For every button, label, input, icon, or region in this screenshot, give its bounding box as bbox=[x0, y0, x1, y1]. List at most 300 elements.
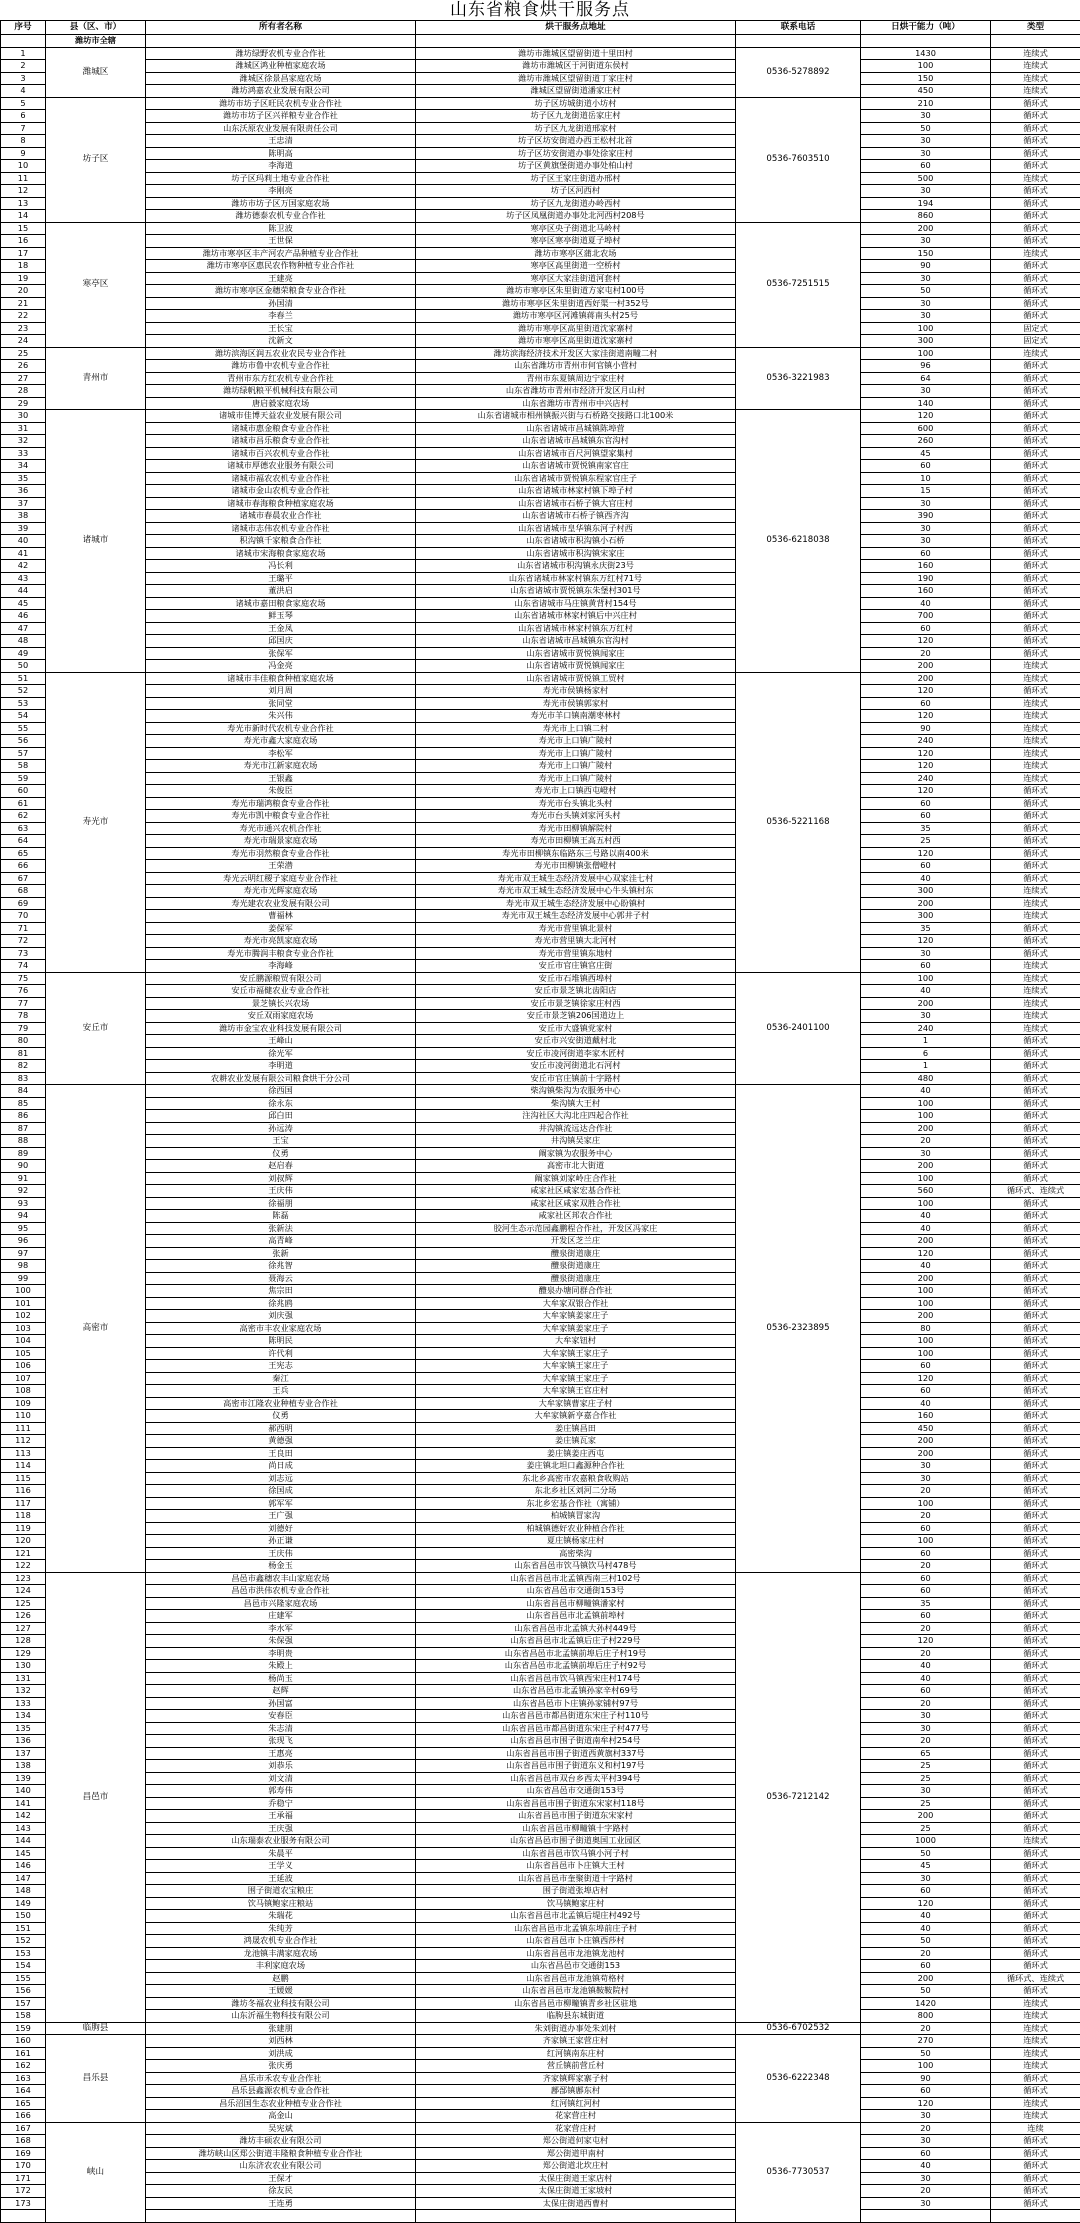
daily-capacity: 270 bbox=[861, 2035, 991, 2048]
dryer-type: 循环式 bbox=[991, 1060, 1080, 1073]
dryer-type: 循环式 bbox=[991, 810, 1080, 823]
service-address: 山东省昌邑市围子街道东宋家村118号 bbox=[416, 1797, 736, 1810]
dryer-type: 连续式 bbox=[991, 85, 1080, 98]
dryer-type: 循环式 bbox=[991, 1510, 1080, 1523]
table-row bbox=[1, 1797, 1080, 1810]
owner-name: 张庆勇 bbox=[146, 2060, 416, 2073]
row-number: 40 bbox=[1, 535, 46, 548]
header-address: 烘干服务点地址 bbox=[416, 21, 736, 35]
owner-name: 刘洪成 bbox=[146, 2047, 416, 2060]
dryer-type: 循环式 bbox=[991, 1760, 1080, 1773]
service-address: 坊子区黄旗堡街道办事处柏山村 bbox=[416, 160, 736, 173]
service-address: 潍城区望留街道潘家庄村 bbox=[416, 85, 736, 98]
dryer-type: 循环式 bbox=[991, 1560, 1080, 1573]
table-row bbox=[1, 2060, 1080, 2073]
table-row bbox=[1, 397, 1080, 410]
dryer-type: 循环式 bbox=[991, 222, 1080, 235]
row-number: 5 bbox=[1, 97, 46, 110]
district-cell: 峡山 bbox=[46, 2122, 146, 2222]
service-address: 姜庄镇瓦家 bbox=[416, 1435, 736, 1448]
dryer-type: 循环式 bbox=[991, 1410, 1080, 1423]
service-address: 寿光市上口镇广陵村 bbox=[416, 772, 736, 785]
owner-name: 诸城市惠金粮食专业合作社 bbox=[146, 422, 416, 435]
table-row bbox=[1, 2160, 1080, 2173]
service-address: 寿光市营里镇东地村 bbox=[416, 947, 736, 960]
dryer-type: 连续式 bbox=[991, 885, 1080, 898]
service-address: 山东省诸城市马庄镇黄背村154号 bbox=[416, 597, 736, 610]
owner-name bbox=[146, 2210, 416, 2223]
owner-name: 昌乐沼国生态农业种植专业合作社 bbox=[146, 2097, 416, 2110]
owner-name: 诸城市嘉田粮食家庭农场 bbox=[146, 597, 416, 610]
daily-capacity: 20 bbox=[861, 1135, 991, 1148]
owner-name: 唐启毅家庭农场 bbox=[146, 397, 416, 410]
service-address: 寒亭区大家洼街道河套村 bbox=[416, 272, 736, 285]
dryer-type: 循环式 bbox=[991, 2197, 1080, 2210]
daily-capacity: 60 bbox=[861, 697, 991, 710]
table-row bbox=[1, 1885, 1080, 1898]
table-row bbox=[1, 122, 1080, 135]
row-number: 37 bbox=[1, 497, 46, 510]
contact-phone: 0536-6222348 bbox=[736, 2035, 861, 2123]
daily-capacity: 20 bbox=[861, 1647, 991, 1660]
daily-capacity: 60 bbox=[861, 460, 991, 473]
dryer-type: 循环式 bbox=[991, 1235, 1080, 1248]
service-address: 太保庄街道西曹村 bbox=[416, 2197, 736, 2210]
dryer-type: 连续式 bbox=[991, 660, 1080, 673]
service-address: 高密柴沟 bbox=[416, 1547, 736, 1560]
daily-capacity: 480 bbox=[861, 1072, 991, 1085]
daily-capacity: 100 bbox=[861, 1097, 991, 1110]
dryer-type: 循环式 bbox=[991, 1347, 1080, 1360]
daily-capacity: 140 bbox=[861, 397, 991, 410]
table-row bbox=[1, 85, 1080, 98]
dryer-type: 循环式 bbox=[991, 1535, 1080, 1548]
owner-name: 王连勇 bbox=[146, 2197, 416, 2210]
service-address: 潍坊市潍城区于河街道东侯村 bbox=[416, 60, 736, 73]
dryer-type: 循环式 bbox=[991, 2160, 1080, 2173]
service-address: 山东省昌邑市交通街153 bbox=[416, 1960, 736, 1973]
owner-name: 刘德好 bbox=[146, 1522, 416, 1535]
dryer-type: 循环式 bbox=[991, 1172, 1080, 1185]
row-number: 7 bbox=[1, 122, 46, 135]
row-number: 51 bbox=[1, 672, 46, 685]
dryer-type: 循环式 bbox=[991, 1072, 1080, 1085]
service-address: 红河镇红河村 bbox=[416, 2097, 736, 2110]
dryer-type: 循环式 bbox=[991, 1985, 1080, 1998]
owner-name: 刘庆强 bbox=[146, 1310, 416, 1323]
dryer-type: 连续式 bbox=[991, 47, 1080, 60]
daily-capacity: 40 bbox=[861, 1260, 991, 1273]
table-row bbox=[1, 322, 1080, 335]
row-number: 58 bbox=[1, 760, 46, 773]
owner-name: 仪勇 bbox=[146, 1410, 416, 1423]
daily-capacity: 120 bbox=[861, 2097, 991, 2110]
row-number: 3 bbox=[1, 72, 46, 85]
owner-name: 王惠亮 bbox=[146, 1747, 416, 1760]
dryer-type: 循环式 bbox=[991, 1672, 1080, 1685]
row-number: 124 bbox=[1, 1585, 46, 1598]
dryer-type: 循环式 bbox=[991, 472, 1080, 485]
daily-capacity: 1430 bbox=[861, 47, 991, 60]
daily-capacity: 40 bbox=[861, 872, 991, 885]
table-row bbox=[1, 597, 1080, 610]
dryer-type: 循环式 bbox=[991, 1272, 1080, 1285]
daily-capacity: 100 bbox=[861, 1535, 991, 1548]
dryer-type: 循环式 bbox=[991, 1260, 1080, 1273]
daily-capacity: 60 bbox=[861, 1685, 991, 1698]
row-number: 167 bbox=[1, 2122, 46, 2135]
owner-name: 潍坊丰硕农业有限公司 bbox=[146, 2135, 416, 2148]
service-address: 营丘镇前营丘村 bbox=[416, 2060, 736, 2073]
dryer-type: 循环式 bbox=[991, 1047, 1080, 1060]
dryer-type: 连续式 bbox=[991, 72, 1080, 85]
dryer-type: 循环式 bbox=[991, 122, 1080, 135]
service-address: 大牟家镇新亨嘉合作社 bbox=[416, 1410, 736, 1423]
dryer-type: 循环式 bbox=[991, 922, 1080, 935]
owner-name: 刘恭乐 bbox=[146, 1760, 416, 1773]
dryer-type: 循环式 bbox=[991, 560, 1080, 573]
table-row bbox=[1, 647, 1080, 660]
table-row bbox=[1, 922, 1080, 935]
dryer-type: 循环式 bbox=[991, 2085, 1080, 2098]
service-address: 安丘市官庄镇前十字路村 bbox=[416, 1072, 736, 1085]
service-address: 山东省昌邑市龙池镇龙池村 bbox=[416, 1947, 736, 1960]
owner-name: 昌邑市兴隆家庭农场 bbox=[146, 1597, 416, 1610]
service-address: 坊子区河西村 bbox=[416, 185, 736, 198]
service-address: 山东省潍坊市青州市经济开发区月山村 bbox=[416, 385, 736, 398]
daily-capacity: 160 bbox=[861, 585, 991, 598]
table-row bbox=[1, 2135, 1080, 2148]
table-row bbox=[1, 1460, 1080, 1473]
owner-name: 徐永东 bbox=[146, 1097, 416, 1110]
row-number: 64 bbox=[1, 835, 46, 848]
dryer-type: 循环式 bbox=[991, 360, 1080, 373]
daily-capacity: 20 bbox=[861, 2022, 991, 2035]
service-address: 郑公街道甲南村 bbox=[416, 2147, 736, 2160]
service-address: 寿光市双王城生态经济发展中心牛头镇村东 bbox=[416, 885, 736, 898]
dryer-type: 循环式 bbox=[991, 210, 1080, 223]
service-address: 山东省昌邑市围子街道西黄旗村337号 bbox=[416, 1747, 736, 1760]
dryer-type bbox=[991, 2210, 1080, 2223]
owner-name: 丰利家庭农场 bbox=[146, 1960, 416, 1973]
row-number: 128 bbox=[1, 1635, 46, 1648]
daily-capacity: 60 bbox=[861, 622, 991, 635]
owner-name: 张保军 bbox=[146, 647, 416, 660]
row-number: 57 bbox=[1, 747, 46, 760]
daily-capacity: 50 bbox=[861, 1985, 991, 1998]
row-number: 134 bbox=[1, 1710, 46, 1723]
daily-capacity: 50 bbox=[861, 1935, 991, 1948]
dryer-type: 循环式 bbox=[991, 597, 1080, 610]
row-number: 79 bbox=[1, 1022, 46, 1035]
table-row bbox=[1, 1747, 1080, 1760]
service-address: 山东省昌邑市北孟镇后庄子村229号 bbox=[416, 1635, 736, 1648]
table-row bbox=[1, 1585, 1080, 1598]
city-label: 潍坊市全辖 bbox=[46, 35, 146, 48]
daily-capacity: 100 bbox=[861, 1110, 991, 1123]
dryer-type: 循环式 bbox=[991, 935, 1080, 948]
daily-capacity: 200 bbox=[861, 1160, 991, 1173]
table-row bbox=[1, 860, 1080, 873]
table-row bbox=[1, 197, 1080, 210]
table-row bbox=[1, 1710, 1080, 1723]
daily-capacity: 30 bbox=[861, 272, 991, 285]
table-row bbox=[1, 1297, 1080, 1310]
daily-capacity: 190 bbox=[861, 572, 991, 585]
service-address: 山东省诸城市林家村镇下埠子村 bbox=[416, 485, 736, 498]
dryer-type: 连续式 bbox=[991, 1997, 1080, 2010]
owner-name: 李松军 bbox=[146, 747, 416, 760]
owner-name: 王兵 bbox=[146, 1385, 416, 1398]
owner-name: 寿光市通兴农机合作社 bbox=[146, 822, 416, 835]
table-row bbox=[1, 772, 1080, 785]
service-address: 太保庄街道王家店村 bbox=[416, 2172, 736, 2185]
table-row bbox=[1, 2197, 1080, 2210]
daily-capacity: 30 bbox=[861, 2110, 991, 2123]
service-address: 咸家社区邦农合作社 bbox=[416, 1210, 736, 1223]
daily-capacity: 240 bbox=[861, 735, 991, 748]
owner-name: 王延波 bbox=[146, 1872, 416, 1885]
dryer-type: 循环式 bbox=[991, 1435, 1080, 1448]
dryer-type: 循环式 bbox=[991, 1785, 1080, 1798]
dryer-type: 循环式 bbox=[991, 547, 1080, 560]
owner-name: 陈明高 bbox=[146, 147, 416, 160]
table-row bbox=[1, 1310, 1080, 1323]
dryer-type: 循环式 bbox=[991, 135, 1080, 148]
owner-name: 邱白田 bbox=[146, 1110, 416, 1123]
dryer-type: 循环式 bbox=[991, 1522, 1080, 1535]
district-cell: 昌乐县 bbox=[46, 2035, 146, 2123]
table-row bbox=[1, 2210, 1080, 2223]
owner-name: 潍坊市坊子区旺民农机专业合作社 bbox=[146, 97, 416, 110]
dryer-type: 循环式 bbox=[991, 1910, 1080, 1923]
owner-name: 潍坊绿帆粮平机械科技有限公司 bbox=[146, 385, 416, 398]
row-number: 161 bbox=[1, 2047, 46, 2060]
owner-name: 徐国成 bbox=[146, 1485, 416, 1498]
row-number: 8 bbox=[1, 135, 46, 148]
daily-capacity: 40 bbox=[861, 985, 991, 998]
service-address: 阚家镇刘家岭庄合作社 bbox=[416, 1172, 736, 1185]
daily-capacity: 240 bbox=[861, 772, 991, 785]
dryer-type: 循环式 bbox=[991, 1710, 1080, 1723]
service-address: 山东省诸城市石桥子镇西齐沟 bbox=[416, 510, 736, 523]
dryer-type: 循环式 bbox=[991, 285, 1080, 298]
table-row bbox=[1, 1472, 1080, 1485]
owner-name: 李海道 bbox=[146, 160, 416, 173]
daily-capacity: 30 bbox=[861, 497, 991, 510]
service-address: 山东省昌邑市北孟镇前埠后庄子村19号 bbox=[416, 1647, 736, 1660]
table-row bbox=[1, 1347, 1080, 1360]
row-number: 38 bbox=[1, 510, 46, 523]
header-no: 序号 bbox=[1, 21, 46, 35]
row-number: 111 bbox=[1, 1422, 46, 1435]
owner-name: 李刚亮 bbox=[146, 185, 416, 198]
table-row bbox=[1, 1010, 1080, 1023]
row-number: 103 bbox=[1, 1322, 46, 1335]
row-number: 30 bbox=[1, 410, 46, 423]
dryer-type: 循环式 bbox=[991, 1097, 1080, 1110]
daily-capacity: 30 bbox=[861, 135, 991, 148]
row-number: 142 bbox=[1, 1810, 46, 1823]
table-row bbox=[1, 985, 1080, 998]
dryer-type: 循环式 bbox=[991, 1735, 1080, 1748]
table-row bbox=[1, 997, 1080, 1010]
daily-capacity: 150 bbox=[861, 72, 991, 85]
header-type: 类型 bbox=[991, 21, 1080, 35]
row-number: 139 bbox=[1, 1772, 46, 1785]
dryer-type: 循环式 bbox=[991, 1947, 1080, 1960]
owner-name: 龙池镇丰满家庭农场 bbox=[146, 1947, 416, 1960]
dryer-type: 循环式 bbox=[991, 1422, 1080, 1435]
table-row bbox=[1, 360, 1080, 373]
owner-name: 王宪志 bbox=[146, 1360, 416, 1373]
table-row bbox=[1, 1060, 1080, 1073]
district-cell: 寒亭区 bbox=[46, 222, 146, 347]
row-number: 43 bbox=[1, 572, 46, 585]
dryer-type: 循环式 bbox=[991, 397, 1080, 410]
dryer-type: 循环式 bbox=[991, 685, 1080, 698]
dryer-type: 循环式 bbox=[991, 1310, 1080, 1323]
dryer-type: 循环式 bbox=[991, 1610, 1080, 1623]
header-capacity: 日烘干能力（吨） bbox=[861, 21, 991, 35]
service-address: 山东省诸城市积沟镇小石桥 bbox=[416, 535, 736, 548]
owner-name: 潍坊市坊子区万国家庭农场 bbox=[146, 197, 416, 210]
table-row bbox=[1, 485, 1080, 498]
table-row bbox=[1, 1022, 1080, 1035]
row-number: 45 bbox=[1, 597, 46, 610]
table-row bbox=[1, 2110, 1080, 2123]
daily-capacity: 200 bbox=[861, 1122, 991, 1135]
owner-name: 寿光市鑫大家庭农场 bbox=[146, 735, 416, 748]
service-address: 山东省昌邑市龙池镇苟格村 bbox=[416, 1972, 736, 1985]
daily-capacity: 45 bbox=[861, 1860, 991, 1873]
table-row bbox=[1, 535, 1080, 548]
daily-capacity: 1420 bbox=[861, 1997, 991, 2010]
table-row bbox=[1, 1172, 1080, 1185]
service-address: 柏城镇德好农业种植合作社 bbox=[416, 1522, 736, 1535]
table-row bbox=[1, 1785, 1080, 1798]
owner-name: 诸城市金山农机专业合作社 bbox=[146, 485, 416, 498]
service-address: 注沟社区大沟北庄四起合作社 bbox=[416, 1110, 736, 1123]
daily-capacity: 120 bbox=[861, 847, 991, 860]
owner-name: 冯金亮 bbox=[146, 660, 416, 673]
owner-name: 积沟镇千家粮食合作社 bbox=[146, 535, 416, 548]
dryer-type: 连续式 bbox=[991, 672, 1080, 685]
table-row bbox=[1, 635, 1080, 648]
row-number: 162 bbox=[1, 2060, 46, 2073]
row-number: 85 bbox=[1, 1097, 46, 1110]
service-address: 潍坊市寒亭区高里街道沈家寨村 bbox=[416, 322, 736, 335]
table-row bbox=[1, 1147, 1080, 1160]
dryer-type: 循环式 bbox=[991, 535, 1080, 548]
row-number: 4 bbox=[1, 85, 46, 98]
dryer-type: 循环式 bbox=[991, 1872, 1080, 1885]
owner-name: 张建朋 bbox=[146, 2022, 416, 2035]
table-row bbox=[1, 2147, 1080, 2160]
owner-name: 刘月周 bbox=[146, 685, 416, 698]
table-row bbox=[1, 685, 1080, 698]
table-row bbox=[1, 1497, 1080, 1510]
table-row bbox=[1, 1947, 1080, 1960]
table-row bbox=[1, 760, 1080, 773]
row-number: 116 bbox=[1, 1485, 46, 1498]
table-row bbox=[1, 585, 1080, 598]
row-number: 31 bbox=[1, 422, 46, 435]
daily-capacity: 60 bbox=[861, 2085, 991, 2098]
dryer-type: 连续式 bbox=[991, 1010, 1080, 1023]
table-row bbox=[1, 1247, 1080, 1260]
daily-capacity: 60 bbox=[861, 1585, 991, 1598]
owner-name: 朱保强 bbox=[146, 1635, 416, 1648]
dryer-type: 循环式 bbox=[991, 1322, 1080, 1335]
dryer-type: 连续式 bbox=[991, 2060, 1080, 2073]
daily-capacity: 120 bbox=[861, 410, 991, 423]
daily-capacity: 600 bbox=[861, 422, 991, 435]
owner-name: 诸城市宋海粮食家庭农场 bbox=[146, 547, 416, 560]
owner-name: 乔稳宁 bbox=[146, 1797, 416, 1810]
row-number: 169 bbox=[1, 2147, 46, 2160]
table-row bbox=[1, 835, 1080, 848]
daily-capacity: 40 bbox=[861, 1397, 991, 1410]
service-address: 郑公街道北坎庄村 bbox=[416, 2160, 736, 2173]
table-row bbox=[1, 660, 1080, 673]
service-address: 寒亭区高里街道一空桥村 bbox=[416, 260, 736, 273]
owner-name: 山东沂福生物科技有限公司 bbox=[146, 2010, 416, 2023]
owner-name: 诸城市福农农机专业合作社 bbox=[146, 472, 416, 485]
daily-capacity: 60 bbox=[861, 547, 991, 560]
daily-capacity: 40 bbox=[861, 1910, 991, 1923]
row-number: 129 bbox=[1, 1647, 46, 1660]
row-number: 119 bbox=[1, 1522, 46, 1535]
row-number: 94 bbox=[1, 1210, 46, 1223]
row-number: 32 bbox=[1, 435, 46, 448]
table-row bbox=[1, 72, 1080, 85]
row-number: 138 bbox=[1, 1760, 46, 1773]
service-address: 东北乡宏基合作社（寓铺） bbox=[416, 1497, 736, 1510]
dryer-type: 循环式 bbox=[991, 1372, 1080, 1385]
owner-name: 庄建军 bbox=[146, 1610, 416, 1623]
daily-capacity: 160 bbox=[861, 560, 991, 573]
daily-capacity: 96 bbox=[861, 360, 991, 373]
dryer-type: 循环式、连续式 bbox=[991, 1185, 1080, 1198]
row-number: 144 bbox=[1, 1835, 46, 1848]
owner-name: 徐光军 bbox=[146, 1047, 416, 1060]
service-address: 柏城镇冒家沟 bbox=[416, 1510, 736, 1523]
row-number: 87 bbox=[1, 1122, 46, 1135]
daily-capacity: 25 bbox=[861, 1772, 991, 1785]
daily-capacity: 30 bbox=[861, 535, 991, 548]
row-number: 104 bbox=[1, 1335, 46, 1348]
table-row bbox=[1, 1597, 1080, 1610]
dryer-type: 循环式 bbox=[991, 610, 1080, 623]
dryer-type: 连续式 bbox=[991, 1835, 1080, 1848]
daily-capacity: 60 bbox=[861, 1385, 991, 1398]
dryer-type: 循环式 bbox=[991, 1497, 1080, 1510]
service-address: 咸家社区咸家宏基合作社 bbox=[416, 1185, 736, 1198]
service-address: 阚家镇为农服务中心 bbox=[416, 1147, 736, 1160]
owner-name: 李水军 bbox=[146, 1622, 416, 1635]
table-row bbox=[1, 560, 1080, 573]
service-address: 寿光市双王城生态经济发展中心盼镇村 bbox=[416, 897, 736, 910]
table-row bbox=[1, 335, 1080, 348]
table-row bbox=[1, 185, 1080, 198]
table-row bbox=[1, 1935, 1080, 1948]
row-number: 123 bbox=[1, 1572, 46, 1585]
dryer-type: 循环式 bbox=[991, 485, 1080, 498]
table-row bbox=[1, 697, 1080, 710]
row-number: 117 bbox=[1, 1497, 46, 1510]
table-row bbox=[1, 160, 1080, 173]
